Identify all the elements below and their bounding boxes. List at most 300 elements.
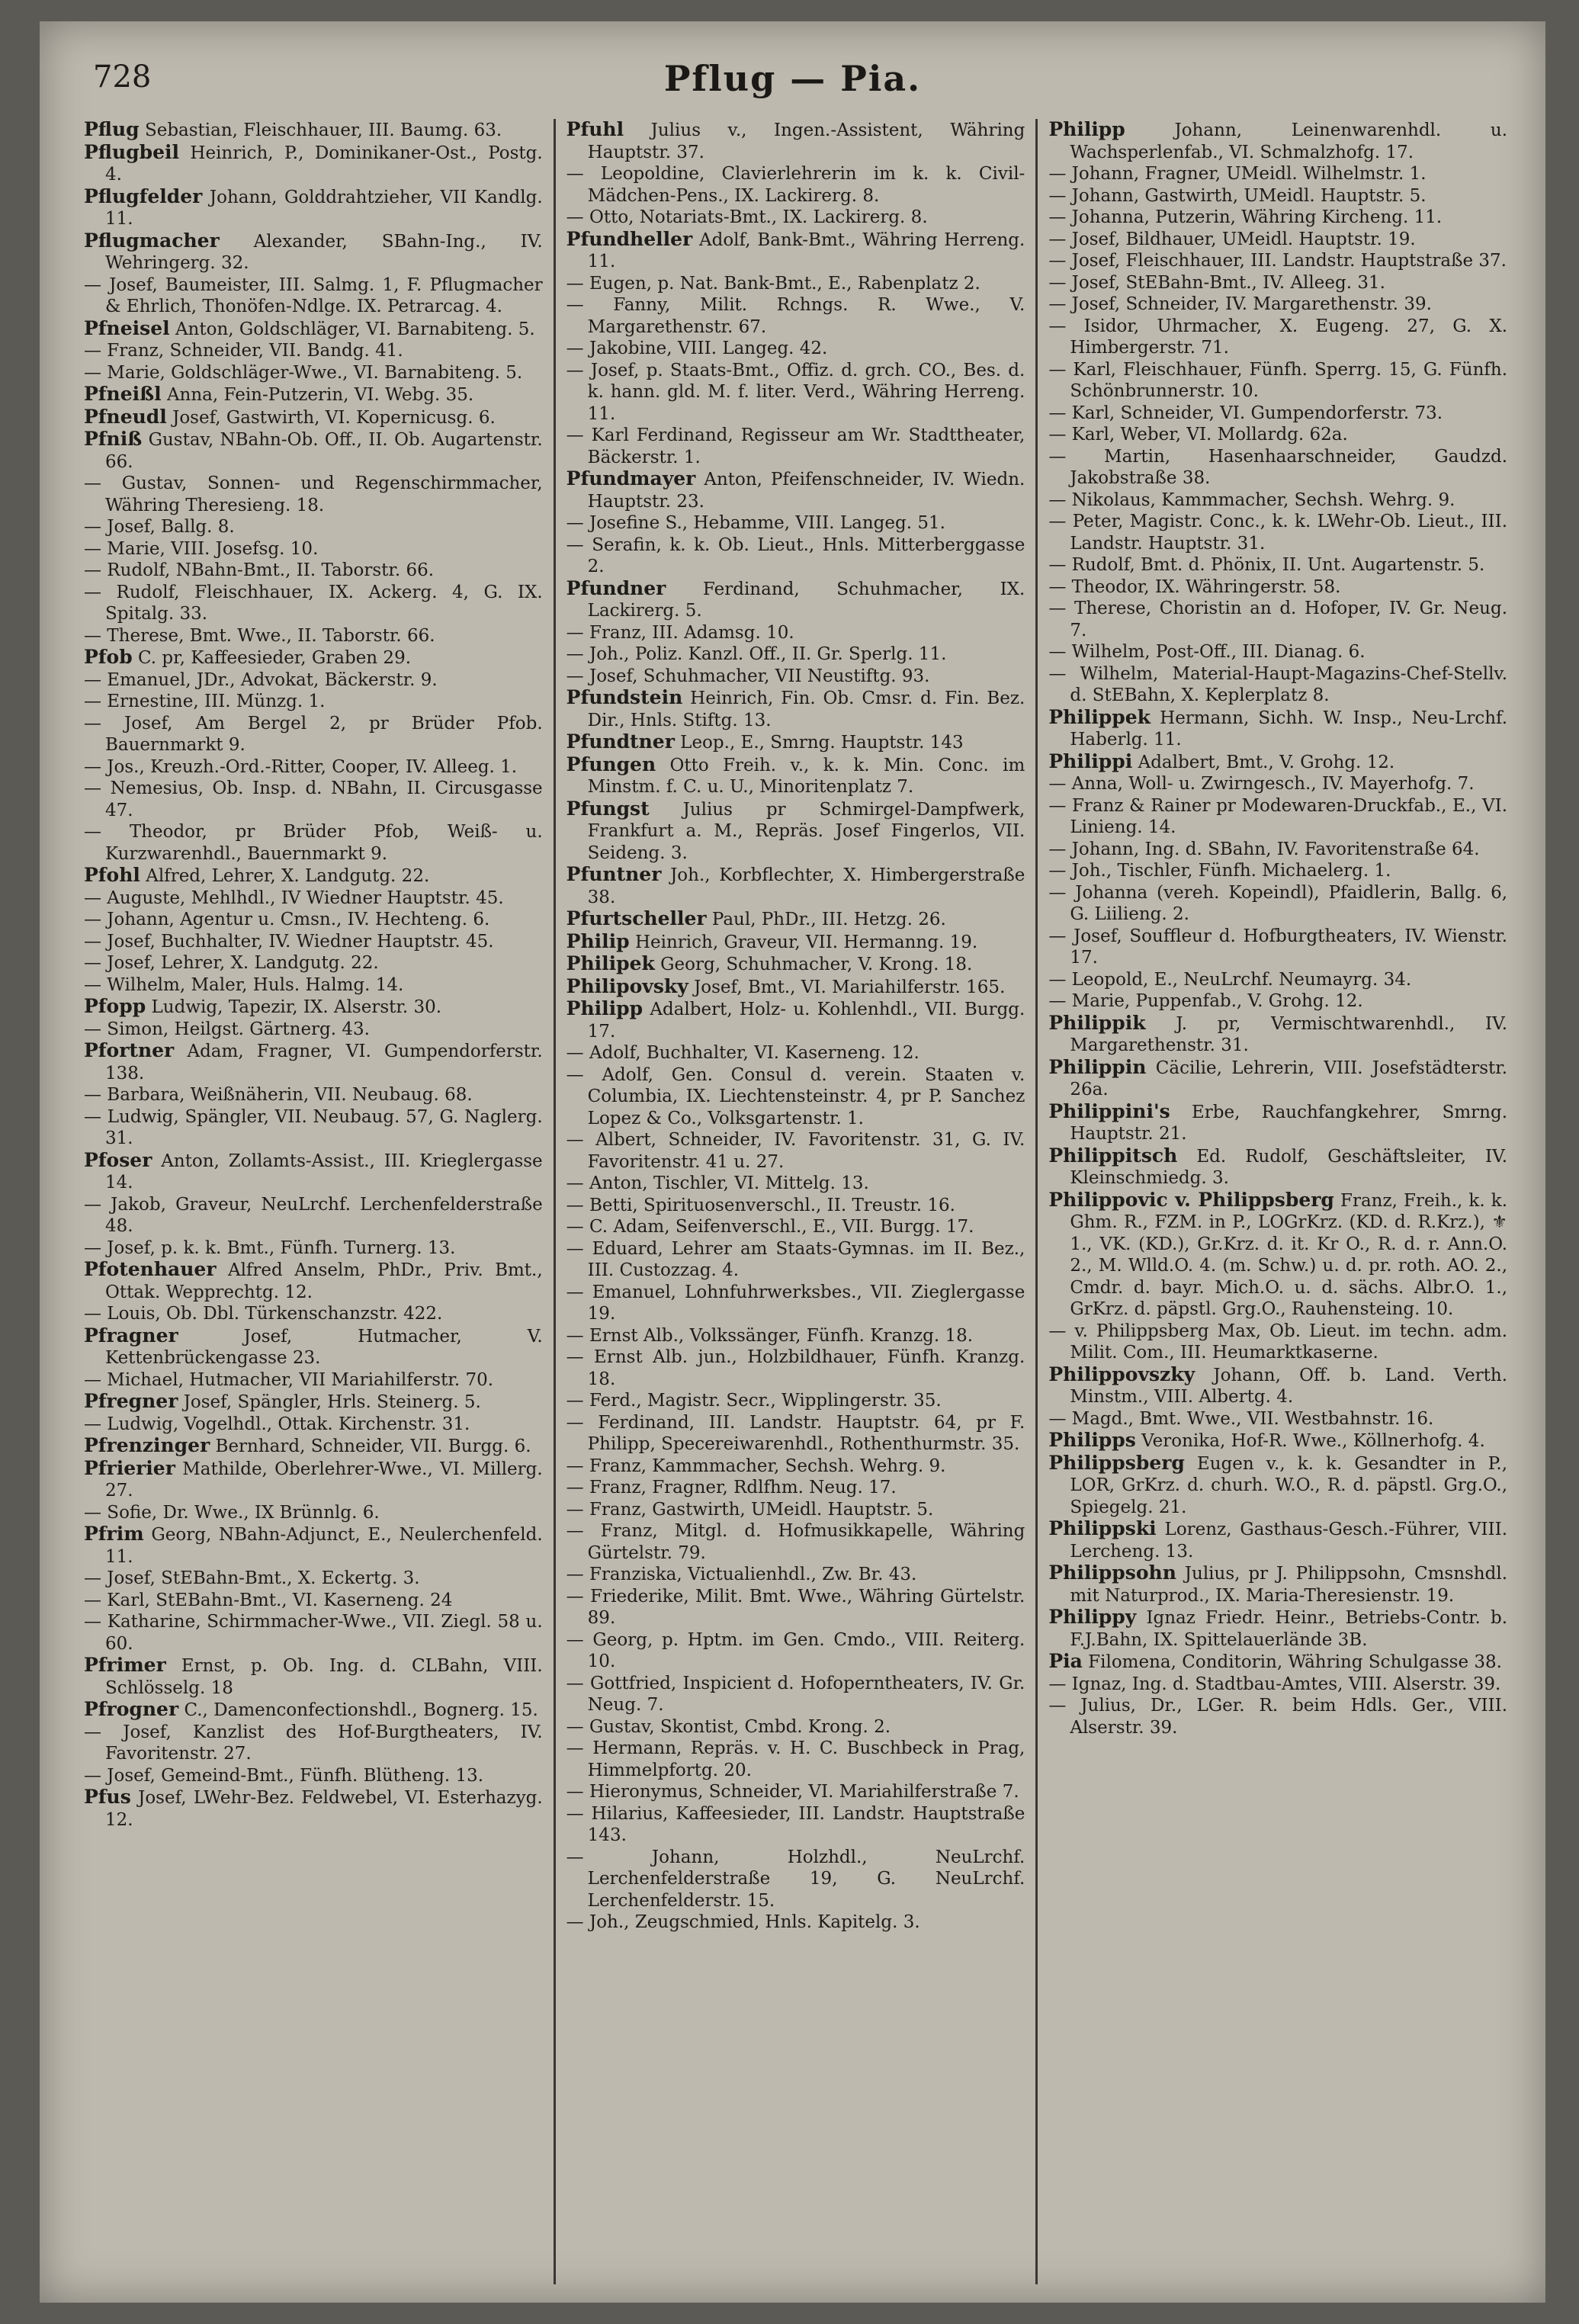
directory-entry: [84, 274, 543, 318]
entry-details: Dr. Wwe., IX Brünnlg. 6.: [162, 1502, 380, 1523]
directory-entry: [566, 1629, 1025, 1673]
entry-name: — Ferd.,: [566, 1391, 642, 1411]
entry-name: Philippik: [1048, 1011, 1146, 1034]
directory-entry: [1048, 1452, 1507, 1519]
directory-entry: [84, 560, 543, 582]
entry-details: Mehlhdl., IV Wiedner Hauptstr. 45.: [191, 888, 504, 908]
entry-details: Uhrmacher, X. Eugeng. 27, G. X. Himbergerstr. 71.: [1070, 316, 1508, 358]
entry-details: Schneider, IV. Margarethenstr. 39.: [1125, 294, 1432, 314]
entry-details: Anton, Zollamts-Assist., III. Krieglergasse 14.: [105, 1151, 543, 1192]
directory-entry: [566, 1716, 1025, 1738]
entry-details: III. Münzg. 1.: [204, 692, 326, 711]
entry-name: — Jakob,: [84, 1194, 166, 1215]
directory-entry: [84, 362, 543, 384]
directory-entry: [1048, 490, 1507, 512]
entry-name: — Serafin,: [566, 534, 662, 555]
directory-entry: [566, 864, 1025, 908]
entry-details: Heilgst. Gärtnerg. 43.: [174, 1019, 370, 1039]
entry-name: Pflug: [84, 119, 140, 140]
entry-details: Regisseur am Wr. Stadttheater, Bäckerstr. 1.: [587, 425, 1025, 467]
entry-name: Pfus: [84, 1786, 131, 1808]
entry-details: Alfred Anselm, PhDr., Priv. Bmt., Ottak. Wepprechtg. 12.: [105, 1260, 543, 1302]
entry-details: Adalbert, Bmt., V. Grohg. 12.: [1138, 752, 1395, 772]
directory-entry: [566, 1564, 1025, 1586]
entry-name: — Rudolf,: [84, 582, 180, 602]
entry-name: — Albert,: [566, 1130, 656, 1150]
directory-entry: [84, 1259, 543, 1303]
directory-entry: [1048, 272, 1507, 294]
directory-entry: [1048, 926, 1507, 969]
entry-name: — Johanna: [1048, 882, 1148, 903]
entry-details: Bmt. Wwe., VII. Westbahnstr. 16.: [1139, 1408, 1434, 1429]
entry-details: Inspicient d. Hofoperntheaters, IV. Gr. Neug. 7.: [587, 1673, 1025, 1715]
entry-name: Philippin: [1048, 1055, 1147, 1078]
directory-entry: [1048, 1607, 1507, 1651]
entry-name: — Franz,: [84, 341, 165, 361]
entry-name: — Eugen,: [566, 273, 653, 294]
directory-entry: [566, 578, 1025, 622]
entry-details: Souffleur d. Hofburgtheaters, IV. Wienstr. 17.: [1070, 926, 1508, 968]
directory-entry: [566, 998, 1025, 1042]
entry-details: Ob. Insp. d. NBahn, II. Circusgasse 47.: [105, 778, 543, 820]
entry-name: Philippsohn: [1048, 1562, 1176, 1584]
directory-entry: [566, 294, 1025, 338]
directory-entry: [1048, 294, 1507, 316]
entry-details: Johann, Leinenwarenhdl. u. Wachsperlenfab., VI. Schmalzhofg. 17.: [1070, 120, 1508, 162]
entry-name: — Josef,: [1048, 272, 1121, 293]
entry-details: Holzbildhauer, Fünfh. Kranzg. 18.: [587, 1347, 1025, 1389]
entry-name: — Franz,: [566, 1456, 647, 1476]
entry-details: Mitgl. d. Hofmusikkapelle, Währing Gürtelstr. 79.: [587, 1521, 1025, 1563]
entry-details: Hasenhaarschneider, Gaudzd. Jakobstraße 38.: [1070, 446, 1508, 488]
entry-name: — Michael,: [84, 1369, 184, 1390]
entry-details: Kanzlist des Hof-Burgtheaters, IV. Favoritenstr. 27.: [105, 1722, 543, 1764]
entry-details: StEBahn-Bmt., X. Eckertg. 3.: [161, 1568, 420, 1588]
entry-details: Julius v., Ingen.-Assistent, Währing Hauptstr. 37.: [587, 120, 1025, 162]
entry-name: Philippy: [1048, 1606, 1137, 1628]
directory-entry: [1048, 207, 1507, 229]
entry-details: Goldschläger-Wwe., VI. Barnabiteng. 5.: [171, 362, 523, 383]
entry-details: VIII. Langeg. 42.: [677, 339, 828, 358]
entry-details: Kammmacher, Sechsh. Wehrg. 9.: [652, 1456, 946, 1476]
directory-entry: [566, 1195, 1025, 1217]
entry-name: — Josef,: [1048, 926, 1122, 946]
entry-details: Schirmmacher-Wwe., VII. Ziegl. 58 u. 60.: [105, 1612, 543, 1654]
entry-details: Milit. Rchngs. R. Wwe., V. Margarethenstr. 67.: [587, 295, 1025, 337]
column-3: [1035, 119, 1518, 2284]
entry-name: — Sofie,: [84, 1502, 158, 1523]
entry-details: VIII. Josefsg. 10.: [171, 538, 319, 559]
entry-name: — Emanuel,: [566, 1282, 676, 1302]
directory-columns: [73, 119, 1518, 2284]
directory-entry: [1048, 707, 1507, 751]
entry-details: III. Adamsg. 10.: [652, 622, 794, 643]
directory-entry: [1048, 250, 1507, 272]
directory-entry: [84, 669, 543, 692]
directory-entry: [84, 1765, 543, 1787]
directory-entry: [566, 644, 1025, 666]
entry-details: Tischler, VI. Mittelg. 13.: [653, 1173, 869, 1193]
entry-details: Lehrer am Staats-Gymnas. im II. Bez., III. Custozzag. 4.: [587, 1238, 1025, 1280]
entry-name: Pflugmacher: [84, 229, 220, 252]
entry-details: Gemeind-Bmt., Fünfh. Blütheng. 13.: [161, 1765, 484, 1786]
directory-entry: [84, 931, 543, 953]
directory-page: [40, 21, 1545, 2303]
entry-details: Otto Freih. v., k. k. Min. Conc. im Minstm. f. C. u. U., Minoritenplatz 7.: [587, 755, 1025, 797]
entry-name: — Johann,: [1048, 839, 1140, 859]
entry-details: Heinrich, P., Dominikaner-Ost., Postg. 4.: [105, 143, 543, 185]
directory-entry: [84, 865, 543, 888]
directory-entry: [84, 538, 543, 560]
entry-details: III. Landstr. Hauptstr. 64, pr F. Philipp, Specereiwarenhdl., Rothenthurmstr. 35.: [587, 1412, 1025, 1454]
entry-details: Weißnäherin, VII. Neubaug. 68.: [190, 1085, 473, 1105]
directory-entry: [566, 1042, 1025, 1064]
directory-entry: [84, 691, 543, 713]
entry-details: Anton, Goldschläger, VI. Barnabiteng. 5.: [175, 319, 535, 339]
entry-name: Philipp: [1048, 119, 1125, 140]
directory-entry: [1048, 1430, 1507, 1452]
entry-name: — Julius,: [1048, 1696, 1136, 1716]
entry-details: Sonnen- und Regenschirmmacher, Währing Theresieng. 18.: [105, 473, 543, 515]
entry-details: pr Brüder Pfob, Weiß- u. Kurzwarenhdl., Bauernmarkt 9.: [105, 822, 543, 864]
entry-details: Sebastian, Fleischhauer, III. Baumg. 63.: [144, 120, 502, 140]
entry-details: Post-Off., III. Dianag. 6.: [1155, 642, 1366, 662]
entry-name: — Martin,: [1048, 446, 1171, 467]
entry-details: Franz, Freih., k. k. Ghm. R., FZM. in P., LOGrKrz. (KD. d. R.Krz.), ⚜ 1., VK. (KD.), Gr.Krz. d. it. Kr O., R. d. r. Ann.O. 2., M. Wlld.O. 4. (m. Schw.) u. d. pr. roth. AO. 2., Cmdr. d. bayr. Mich.O. u. d. sächs. Albr.O. 1., GrKrz. d. päpstl. Grg.O., Rauhensteing. 10.: [1070, 1190, 1508, 1319]
entry-details: Hutmacher, VII Mariahilferstr. 70.: [189, 1369, 494, 1390]
entry-details: Lorenz, Gasthaus-Gesch.-Führer, VIII. Lercheng. 13.: [1070, 1520, 1508, 1562]
entry-details: Bernhard, Schneider, VII. Burgg. 6.: [215, 1436, 531, 1456]
directory-entry: [1048, 1145, 1507, 1189]
directory-entry: [566, 1456, 1025, 1478]
entry-details: Lohnfuhrwerksbes., VII. Zieglergasse 19.: [587, 1282, 1025, 1324]
entry-details: Alexander, SBahn-Ing., IV. Wehringerg. 32.: [105, 231, 543, 273]
directory-entry: [84, 756, 543, 778]
directory-entry: [1048, 663, 1507, 707]
entry-name: — Josef,: [84, 713, 173, 733]
entry-name: — Karl,: [1048, 425, 1115, 445]
directory-entry: [566, 953, 1025, 976]
entry-name: Pfortner: [84, 1039, 175, 1061]
entry-name: — Therese,: [84, 625, 185, 646]
entry-name: — Nikolaus,: [1048, 490, 1156, 510]
entry-name: — Josef,: [1048, 251, 1121, 271]
entry-name: — Nemesius,: [84, 778, 204, 798]
directory-entry: [84, 384, 543, 406]
entry-details: Seifenverschl., E., VII. Burgg. 17.: [675, 1217, 974, 1237]
column-1: [73, 119, 554, 2284]
directory-entry: [84, 974, 543, 997]
directory-entry: [1048, 641, 1507, 663]
entry-details: C. pr, Kaffeesieder, Graben 29.: [138, 648, 412, 668]
directory-entry: [84, 1655, 543, 1699]
entry-name: — Joh.,: [1048, 861, 1112, 881]
entry-details: Cäcilie, Lehrerin, VIII. Josefstädterstr. 26a.: [1070, 1058, 1508, 1099]
directory-entry: [1048, 598, 1507, 641]
directory-entry: [566, 163, 1025, 207]
directory-entry: [566, 1064, 1025, 1130]
entry-details: Alfred, Lehrer, X. Landgutg. 22.: [146, 866, 430, 886]
directory-entry: [1048, 1013, 1507, 1057]
entry-details: Dr., LGer. R. beim Hdls. Ger., VIII. Alserstr. 39.: [1070, 1696, 1508, 1738]
entry-details: Putzerin, Währing Kircheng. 11.: [1155, 207, 1443, 227]
entry-name: — Leopold,: [1048, 969, 1149, 990]
directory-entry: [1048, 424, 1507, 446]
directory-entry: [84, 1391, 543, 1414]
entry-name: Pfundheller: [566, 227, 693, 250]
entry-name: Pfungst: [566, 797, 650, 820]
entry-details: Paul, PhDr., III. Hetzg. 26.: [711, 910, 946, 929]
entry-name: Pfungen: [566, 753, 656, 775]
entry-name: — Isidor,: [1048, 316, 1140, 336]
entry-name: — Ignaz,: [1048, 1674, 1127, 1694]
entry-details: Gen. Consul d. verein. Staaten v. Columbia, IX. Liechtensteinstr. 4, pr P. Sanchez Lopez & Co., Volksgartenstr. 1.: [587, 1064, 1025, 1128]
directory-entry: [84, 1150, 543, 1194]
entry-name: — Karl,: [84, 1590, 150, 1610]
directory-entry: [1048, 773, 1507, 795]
entry-details: k. k. Ob. Lieut., Hnls. Mitterberggasse 2.: [587, 534, 1025, 576]
directory-entry: [566, 666, 1025, 688]
directory-entry: [84, 952, 543, 974]
directory-entry: [84, 713, 543, 756]
entry-details: Schneider, IV. Favoritenstr. 31, G. IV. Favoritenstr. 41 u. 27.: [587, 1130, 1025, 1172]
entry-name: — Emanuel,: [84, 669, 191, 690]
entry-details: Notariats-Bmt., IX. Lackirerg. 8.: [639, 207, 928, 227]
entry-details: Milit. Bmt. Wwe., Währing Gürtelstr. 89.: [587, 1586, 1025, 1628]
directory-entry: [566, 1847, 1025, 1912]
running-head: Pflug — Pia.: [663, 58, 922, 99]
entry-name: — Franziska,: [566, 1565, 682, 1584]
entry-details: Holzhdl., NeuLrchf. Lerchenfelderstraße 19, G. NeuLrchf. Lerchenfelderstr. 15.: [587, 1847, 1025, 1911]
directory-entry: [84, 142, 543, 186]
directory-entry: [84, 1502, 543, 1524]
entry-name: — Karl,: [1048, 359, 1116, 380]
entry-name: Pfuhl: [566, 119, 624, 140]
entry-name: — Ferdinand,: [566, 1412, 695, 1433]
entry-details: Josef, Spängler, Hrls. Steinerg. 5.: [183, 1392, 481, 1412]
entry-name: Pfragner: [84, 1324, 178, 1347]
entry-details: Adam, Fragner, VI. Gumpendorferstr. 138.: [105, 1042, 543, 1083]
entry-details: Zeugschmied, Hnls. Kapitelg. 3.: [634, 1912, 920, 1932]
directory-entry: [1048, 229, 1507, 251]
entry-name: Philippini's: [1048, 1099, 1170, 1122]
entry-name: — Franz,: [566, 622, 647, 643]
directory-entry: [566, 1738, 1025, 1781]
entry-details: Joh., Korbflechter, X. Himbergerstraße 38.: [587, 865, 1025, 907]
entry-details: Maler, Huls. Halmg. 14.: [191, 974, 404, 995]
entry-details: JDr., Advokat, Bäckerstr. 9.: [196, 669, 438, 690]
directory-entry: [84, 119, 543, 142]
directory-entry: [84, 230, 543, 274]
entry-details: Heinrich, Fin. Ob. Cmsr. d. Fin. Bez. Dir., Hnls. Stiftg. 13.: [587, 689, 1025, 730]
directory-entry: [1048, 1057, 1507, 1101]
entry-details: Poliz. Kanzl. Off., II. Gr. Sperlg. 11.: [634, 644, 947, 664]
entry-details: p. k. k. Bmt., Fünfh. Turnerg. 13.: [161, 1237, 456, 1258]
entry-name: — Adolf,: [566, 1043, 641, 1063]
directory-entry: [566, 1325, 1025, 1347]
directory-entry: [566, 1216, 1025, 1238]
directory-entry: [1048, 403, 1507, 425]
entry-name: Philipek: [566, 952, 655, 974]
entry-details: p. Nat. Bank-Bmt., E., Rabenplatz 2.: [657, 273, 980, 294]
entry-details: p. Staats-Bmt., Offiz. d. grch. CO., Bes. d. k. hann. gld. M. f. liter. Verd., Währing Herreng. 11.: [587, 360, 1025, 424]
entry-name: Pfneudl: [84, 405, 167, 428]
entry-details: StEBahn-Bmt., VI. Kaserneng. 24: [156, 1590, 453, 1610]
entry-name: Philipps: [1048, 1429, 1136, 1451]
entry-details: Ludwig, Tapezir, IX. Alserstr. 30.: [151, 997, 442, 1017]
entry-name: — Josef,: [566, 360, 640, 380]
directory-entry: [566, 1781, 1025, 1803]
directory-entry: [84, 473, 543, 516]
entry-details: pr Modewaren-Druckfab., E., VI. Linieng. 14.: [1070, 795, 1508, 837]
directory-entry: [566, 908, 1025, 931]
directory-entry: [1048, 839, 1507, 861]
entry-details: Puppenfab., V. Grohg. 12.: [1135, 991, 1363, 1011]
entry-details: Tischler, Fünfh. Michaelerg. 1.: [1117, 861, 1391, 881]
entry-name: — Franz,: [566, 1499, 647, 1520]
entry-name: — Georg,: [566, 1629, 653, 1650]
entry-name: Philippski: [1048, 1517, 1157, 1539]
entry-details: Vogelhdl., Ottak. Kirchenstr. 31.: [184, 1414, 470, 1434]
entry-name: — Josef,: [566, 666, 638, 686]
entry-name: Pfregner: [84, 1390, 178, 1412]
directory-entry: [1048, 119, 1507, 163]
entry-details: Mathilde, Oberlehrer-Wwe., VI. Millerg. 27.: [105, 1459, 543, 1501]
directory-entry: [566, 229, 1025, 273]
directory-entry: [566, 1390, 1025, 1412]
entry-details: Leop., E., Smrng. Hauptstr. 143: [680, 733, 964, 753]
directory-entry: [566, 754, 1025, 798]
entry-name: — Friederike,: [566, 1586, 689, 1607]
entry-details: Choristin an d. Hofoper, IV. Gr. Neug. 7.: [1070, 599, 1508, 640]
entry-details: Eugen v., k. k. Gesandter in P., LOR, GrKrz. d. churh. W.O., R. d. päpstl. Grg.O., Spiegelg. 21.: [1070, 1453, 1508, 1517]
entry-name: — Josefine S.,: [566, 513, 688, 533]
entry-details: Ing. d. Stadtbau-Amtes, VIII. Alserstr. 39.: [1131, 1674, 1501, 1694]
directory-entry: [1048, 1651, 1507, 1674]
entry-name: — Anna,: [1048, 774, 1123, 794]
entry-name: — Josef,: [84, 274, 158, 295]
entry-details: Schneider, VII. Bandg. 41.: [169, 341, 403, 361]
entry-details: Hebamme, VIII. Langeg. 51.: [693, 513, 945, 533]
entry-name: — Otto,: [566, 207, 634, 227]
entry-details: Baumeister, III. Salmg. 1, F. Pflugmacher & Ehrlich, Thonöfen-Ndlge. IX. Petrarcag. 4.: [105, 274, 543, 316]
entry-details: Erbe, Rauchfangkehrer, Smrng. Hauptstr. 21.: [1070, 1102, 1508, 1144]
entry-name: Pfrogner: [84, 1698, 179, 1720]
entry-name: — Josef,: [1048, 294, 1121, 314]
directory-entry: [84, 1369, 543, 1392]
directory-entry: [84, 1106, 543, 1150]
entry-name: Philippovic v. Philippsberg: [1048, 1188, 1334, 1211]
entry-details: Josef, Bmt., VI. Mariahilferstr. 165.: [694, 977, 1006, 997]
directory-entry: [566, 798, 1025, 865]
directory-entry: [84, 1568, 543, 1590]
directory-entry: [84, 647, 543, 669]
directory-entry: [84, 406, 543, 429]
entry-details: Josef, Gastwirth, VI. Kopernicusg. 6.: [172, 407, 496, 428]
entry-name: — Wilhelm,: [84, 974, 186, 995]
entry-name: — Ludwig,: [84, 1414, 179, 1434]
page-number: 728: [93, 59, 152, 95]
entry-details: Gastwirth, UMeidl. Hauptstr. 5.: [1144, 185, 1427, 206]
entry-details: Julius pr Schmirgel-Dampfwerk, Frankfurt a. M., Repräs. Josef Fingerlos, VII. Seideng. 3.: [587, 799, 1025, 863]
directory-entry: [566, 1912, 1025, 1934]
directory-entry: [84, 1590, 543, 1612]
entry-name: — Theodor,: [1048, 576, 1150, 597]
entry-name: — Josef,: [84, 1722, 172, 1742]
entry-details: Veronika, Hof-R. Wwe., Köllnerhofg. 4.: [1141, 1431, 1485, 1451]
entry-name: — Wilhelm,: [1048, 663, 1159, 684]
entry-name: — Magd.,: [1048, 1408, 1134, 1429]
directory-entry: [1048, 1674, 1507, 1696]
entry-name: Pfrimer: [84, 1654, 166, 1676]
directory-entry: [566, 1673, 1025, 1716]
entry-details: Max, Ob. Lieut. im techn. adm. Milit. Com., III. Heumarktkaserne.: [1070, 1321, 1508, 1363]
entry-name: — Josef,: [84, 931, 156, 952]
entry-details: Hermann, Sichh. W. Insp., Neu-Lrchf. Haberlg. 11.: [1070, 708, 1508, 750]
directory-entry: [1048, 1518, 1507, 1562]
directory-entry: [84, 1458, 543, 1502]
directory-entry: [1048, 446, 1507, 490]
entry-name: — Johann,: [566, 1847, 720, 1867]
directory-entry: [84, 1786, 543, 1831]
entry-details: Magistr. Conc., k. k. LWehr-Ob. Lieut., III. Landstr. Hauptstr. 31.: [1070, 512, 1508, 554]
entry-name: — Theodor,: [84, 822, 207, 842]
directory-entry: [1048, 511, 1507, 554]
entry-details: Kammmacher, Sechsh. Wehrg. 9.: [1161, 490, 1455, 510]
entry-details: Ferdinand, Schuhmacher, IX. Lackirerg. 5.: [587, 579, 1025, 621]
entry-name: Pfneisel: [84, 316, 170, 339]
entry-name: — Ernst Alb. jun.,: [566, 1347, 737, 1367]
directory-entry: [1048, 990, 1507, 1013]
entry-details: Fleischhauer, IX. Ackerg. 4, G. IX. Spitalg. 33.: [105, 582, 543, 624]
entry-details: StEBahn-Bmt., IV. Alleeg. 31.: [1125, 272, 1385, 293]
entry-details: Anton, Pfeifenschneider, IV. Wiedn. Hauptstr. 23.: [587, 470, 1025, 512]
directory-entry: [84, 1722, 543, 1765]
entry-name: — Betti,: [566, 1195, 638, 1215]
directory-entry: [84, 186, 543, 230]
directory-entry: [84, 996, 543, 1019]
entry-details: Fragner, UMeidl. Wilhelmstr. 1.: [1144, 164, 1427, 184]
entry-name: Philippovszky: [1048, 1363, 1195, 1385]
directory-entry: [84, 1523, 543, 1568]
entry-name: — Ernestine,: [84, 692, 199, 711]
entry-details: Fragner, Rdlfhm. Neug. 17.: [652, 1478, 897, 1497]
entry-details: E., NeuLrchf. Neumayrg. 34.: [1154, 969, 1412, 990]
entry-details: Victualienhdl., Zw. Br. 43.: [688, 1565, 917, 1584]
directory-entry: [1048, 359, 1507, 403]
directory-entry: [1048, 969, 1507, 991]
entry-name: — Joh.,: [566, 1912, 630, 1932]
directory-entry: [1048, 316, 1507, 359]
entry-details: Repräs. v. H. C. Buschbeck in Prag, Himmelpfortg. 20.: [587, 1738, 1025, 1780]
directory-entry: [1048, 1321, 1507, 1364]
entry-details: Josef, Hutmacher, V. Kettenbrückengasse 23.: [105, 1326, 543, 1368]
entry-name: — Karl Ferdinand,: [566, 425, 733, 445]
entry-name: — Josef,: [84, 953, 156, 973]
directory-entry: [566, 1477, 1025, 1499]
entry-details: Magistr. Secr., Wipplingerstr. 35.: [647, 1391, 942, 1411]
entry-details: Gustav, NBahn-Ob. Off., II. Ob. Augartenstr. 66.: [105, 430, 543, 472]
directory-entry: [84, 1414, 543, 1436]
entry-details: Fleischhauer, III. Landstr. Hauptstraße 37.: [1125, 251, 1507, 271]
directory-entry: [1048, 1364, 1507, 1408]
entry-name: Pfopp: [84, 995, 146, 1017]
entry-details: Ignaz Friedr. Heinr., Betriebs-Contr. b. F.J.Bahn, IX. Spittelauerlände 3B.: [1070, 1608, 1508, 1650]
entry-name: Pfuntner: [566, 863, 662, 885]
entry-details: Georg, Schuhmacher, V. Krong. 18.: [660, 955, 973, 974]
entry-name: — Josef,: [1048, 229, 1121, 249]
entry-name: Pfob: [84, 646, 133, 668]
